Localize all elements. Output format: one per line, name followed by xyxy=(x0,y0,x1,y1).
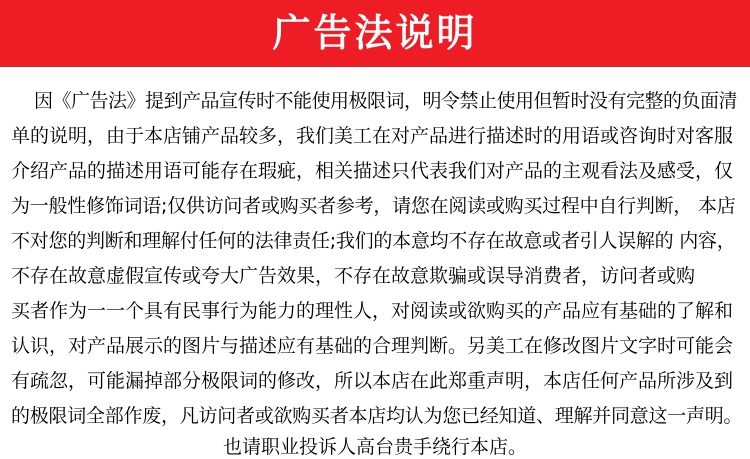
notice-footer: 也请职业投诉人高台贵手绕行本店。 xyxy=(222,436,527,458)
notice-line: 买者作为一一个具有民事行为能力的理性人，对阅读或欲购买的产品应有基础的了解和 xyxy=(11,300,734,322)
title-banner xyxy=(0,0,750,67)
notice-line: 为一般性修饰词语;仅供访问者或购买者参考，请您在阅读或购买过程中自行判断， 本店 xyxy=(11,195,736,217)
notice-line: 的极限词全部作废，凡访问者或欲购买者本店均认为您已经知道、理解并同意这一声明。 xyxy=(11,405,743,427)
page-title: 广告法说明 xyxy=(272,10,478,55)
notice-line: 单的说明，由于本店铺产品较多，我们美工在对产品进行描述时的用语或咨询时对客服 xyxy=(11,125,734,147)
notice-line: 有疏忽，可能漏掉部分极限词的修改，所以本店在此郑重声明，本店任何产品所涉及到 xyxy=(11,370,734,392)
notice-line: 认识，对产品展示的图片与描述应有基础的合理判断。另美工在修改图片文字时可能会 xyxy=(11,335,734,357)
notice-line: 介绍产品的描述用语可能存在瑕疵，相关描述只代表我们对产品的主观看法及感受，仅 xyxy=(11,160,734,182)
notice-line: 不对您的判断和理解付任何的法律责任;我们的本意均不存在故意或者引人误解的 内容， xyxy=(11,230,736,252)
notice-line: 不存在故意虚假宣传或夸大广告效果，不存在故意欺骗或误导消费者，访问者或购 xyxy=(11,265,696,287)
notice-line: 因《广告法》提到产品宣传时不能使用极限词，明令禁止使用但暂时没有完整的负面清 xyxy=(34,90,738,112)
